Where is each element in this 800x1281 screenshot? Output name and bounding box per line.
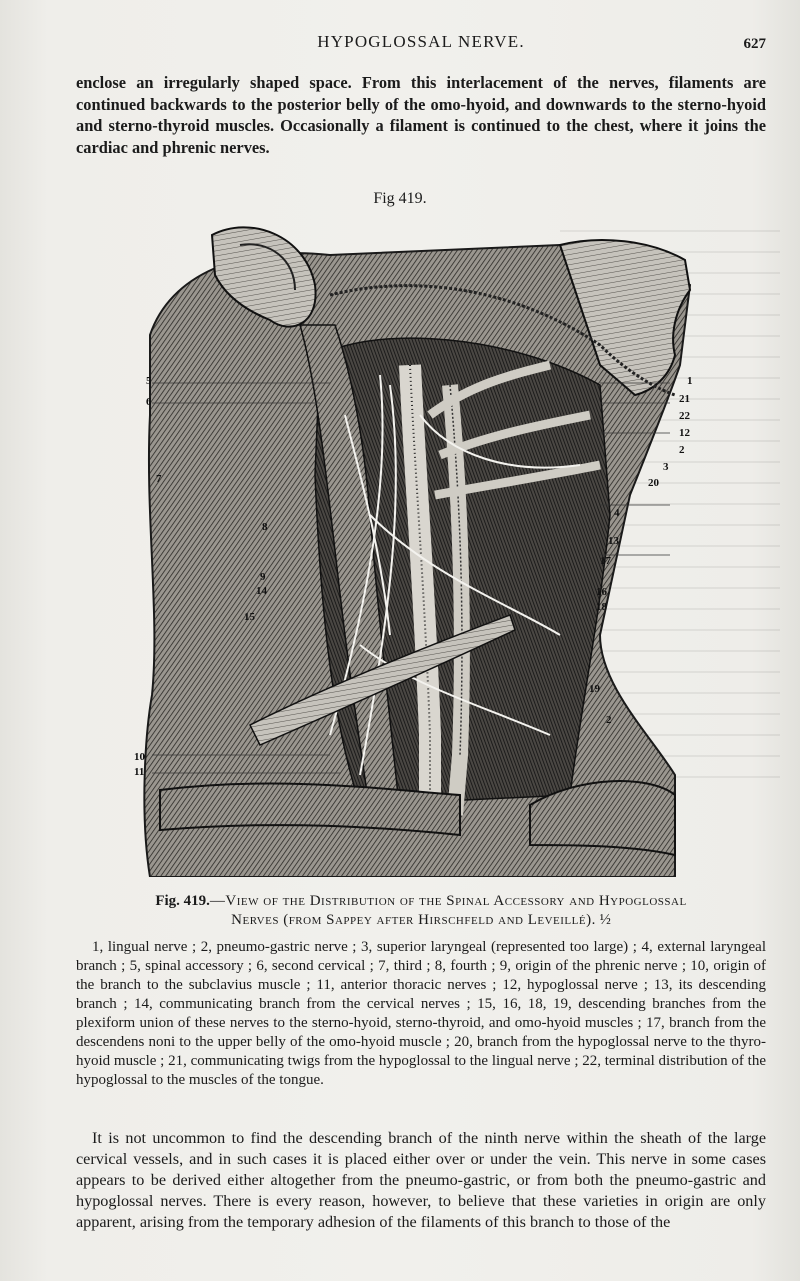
paragraph-top: enclose an irregularly shaped space. From this interlacement of the nerves, filaments are continued backwards to the posterior belly of the omo-hyoid, and downwards to the sterno-hyoid and sterno-thyroid muscles. Occasionally a filament is continued to the chest, where it joins the cardiac and phrenic nerves.: [76, 73, 766, 157]
figure-number-right: 16: [596, 586, 607, 598]
figure-number-right: 2: [679, 444, 685, 456]
figure-legend: 1, lingual nerve ; 2, pneumo-gastric nerve ; 3, superior laryngeal (represented too large) ; 4, external laryngeal branch ; 5, spinal accessory ; 6, second cervical ; 7, third ; 8, fourth ; 9, origin of the phrenic nerve ; 10, origin of the branch to the subclavius muscle ; 11, anterior thoracic nerves ; 12, hypoglossal nerve ; 13, its descending branch ; 14, communicating branch from the cervical nerves ; 15, 16, 18, 19, descending branches from the plexiform union of these nerves to the sterno-hyoid, sterno-thyroid, and omo-hyoid muscles ; 17, branch from the descendens noni to the upper belly of the omo-hyoid muscle ; 20, branch from the hypoglossal nerve to the thyro-hyoid muscle ; 21, communicating twigs from the hypoglossal to the lingual nerve ; 22, terminal distribution of the hypoglossal to the muscles of the tongue.: [76, 939, 766, 1088]
figure-number-left: 5: [146, 375, 152, 387]
anatomical-illustration: [130, 215, 692, 877]
figure-number-right: 3: [663, 461, 669, 473]
figure-number-right: 17: [600, 555, 611, 567]
caption-title-line1: —View of the Distribution of the Spinal Accessory and Hypoglossal: [209, 893, 687, 909]
figure-number-left: 10: [134, 751, 145, 763]
caption-scale: ½: [599, 912, 611, 928]
figure-number-right: 2: [606, 714, 612, 726]
figure-number-right: 19: [589, 683, 600, 695]
figure-number-left: 9: [260, 571, 266, 583]
running-title: HYPOGLOSSAL NERVE.: [317, 32, 525, 51]
figure-number-left: 14: [256, 585, 267, 597]
page-number: 627: [743, 36, 766, 52]
figure-number-right: 4: [614, 507, 620, 519]
page-header: [76, 30, 766, 56]
figure-number-right: 21: [679, 393, 690, 405]
caption-figure-number: Fig. 419.: [155, 893, 210, 909]
figure-number-right: 20: [648, 477, 659, 489]
figure-number-right: 18: [596, 601, 607, 613]
figure-number-left: 11: [134, 766, 145, 778]
paragraph-bottom: It is not uncommon to find the descending branch of the ninth nerve within the sheath of the large cervical vessels, and in such cases it is placed either over or under the vein. This nerve in some cases appears to be derived either altogether from the pneumo-gastric, or from both the pneumo-gastric and hypoglossal nerves. There is every reason, however, to believe that these varieties in origin are only apparent, arising from the temporary adhesion of the filaments of this branch to those of the: [76, 1129, 766, 1231]
caption-title-line2: Nerves (from Sappey after Hirschfeld and Leveillé).: [231, 912, 596, 928]
figure-number-left: 7: [156, 473, 162, 485]
figure-number-right: 12: [679, 427, 690, 439]
figure-caption: [76, 892, 766, 930]
figure-number-left: 6: [146, 396, 152, 408]
figure-label: Fig 419.: [373, 190, 427, 207]
figure-number-right: 13: [608, 535, 619, 547]
figure-number-right: 1: [687, 375, 693, 387]
figure-number-left: 8: [262, 521, 268, 533]
figure-number-right: 22: [679, 410, 690, 422]
figure-number-left: 15: [244, 611, 255, 623]
